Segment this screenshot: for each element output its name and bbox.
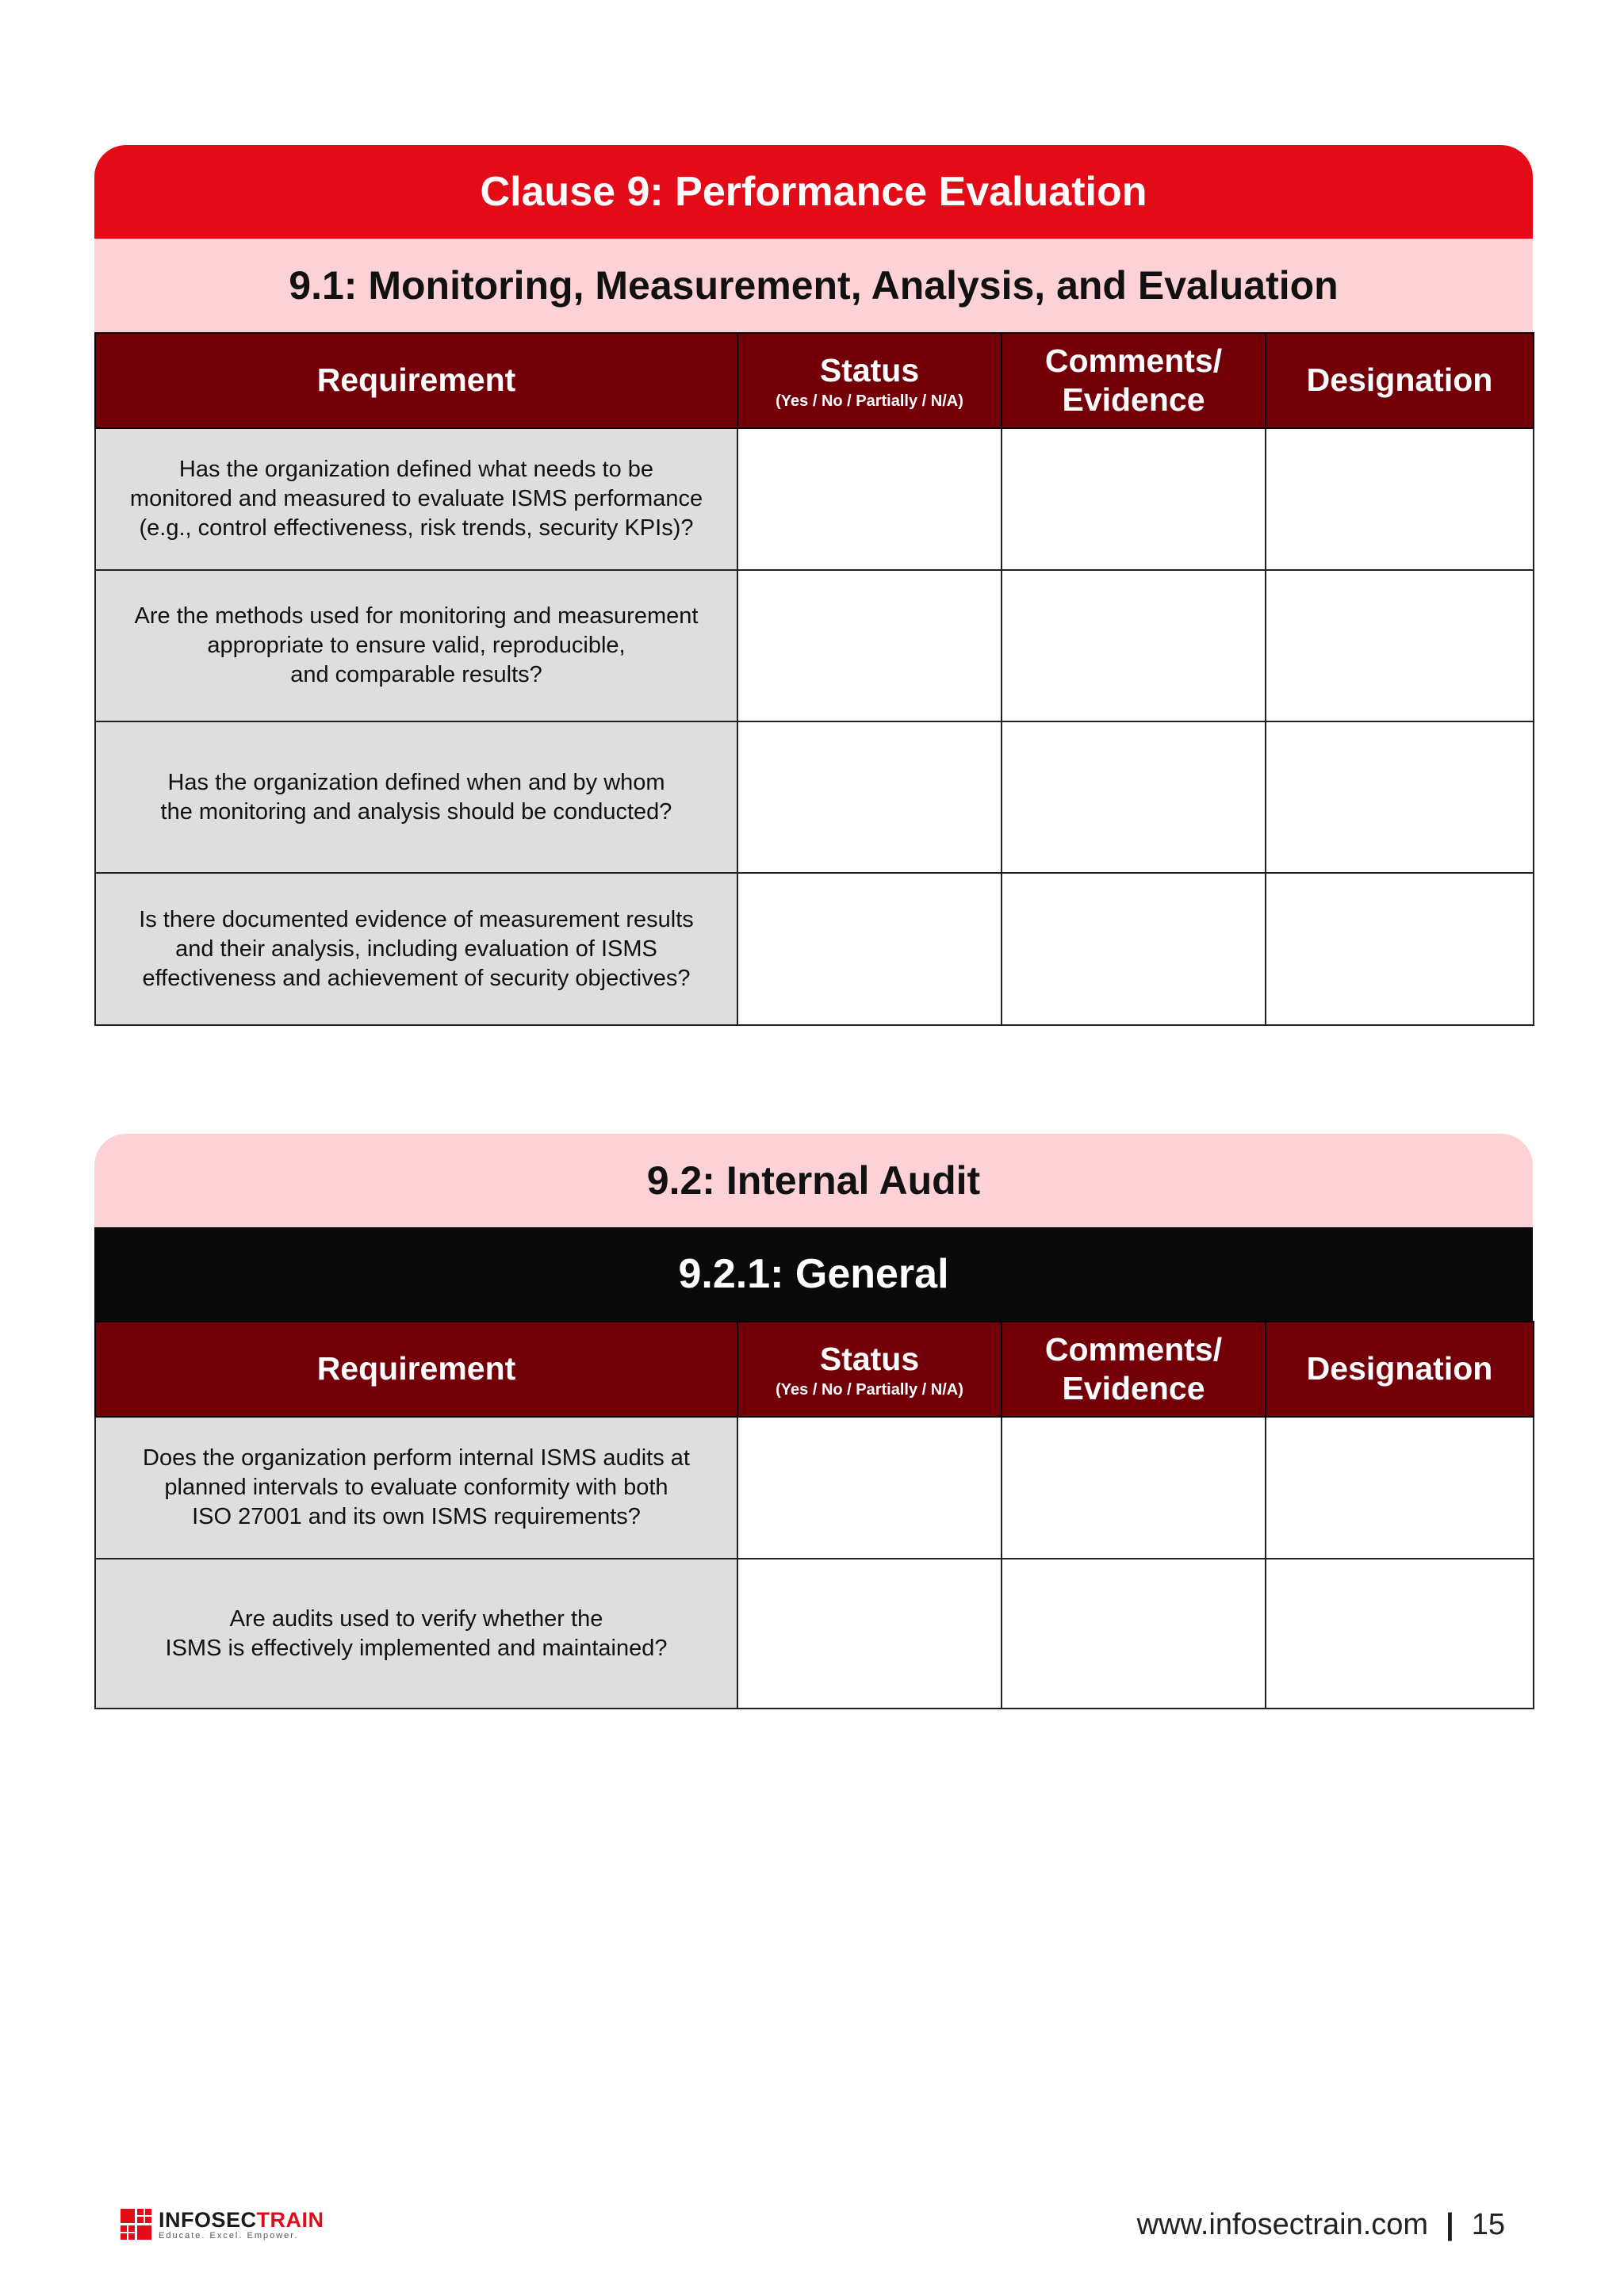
- comments-cell[interactable]: [1002, 1559, 1266, 1709]
- logo-name: INFOSECTRAIN: [159, 2207, 324, 2232]
- status-cell[interactable]: [737, 570, 1002, 721]
- status-cell[interactable]: [737, 873, 1002, 1025]
- comments-cell[interactable]: [1002, 1417, 1266, 1559]
- col-status-header: Status (Yes / No / Partially / N/A): [737, 333, 1002, 428]
- col-designation-header: Designation: [1266, 1322, 1534, 1417]
- requirement-cell: Has the organization defined when and by whom the monitoring and analysis should be conducted?: [95, 721, 737, 873]
- table-row: [95, 570, 1534, 721]
- status-options-hint: (Yes / No / Partially / N/A): [776, 392, 963, 410]
- designation-cell[interactable]: [1266, 570, 1534, 721]
- col-requirement-header: Requirement: [95, 333, 737, 428]
- designation-cell[interactable]: [1266, 1559, 1534, 1709]
- requirement-cell: Are audits used to verify whether the ISMS is effectively implemented and maintained?: [95, 1559, 737, 1709]
- page-footer: [1137, 2206, 1505, 2243]
- comments-cell[interactable]: [1002, 873, 1266, 1025]
- website-link[interactable]: www.infosectrain.com: [1136, 2207, 1429, 2241]
- logo-tagline: Educate. Excel. Empower.: [159, 2230, 299, 2241]
- requirements-table-9-1: [94, 332, 1534, 1026]
- designation-cell[interactable]: [1266, 721, 1534, 873]
- page-number: 15: [1471, 2207, 1505, 2241]
- status-cell[interactable]: [737, 721, 1002, 873]
- comments-cell[interactable]: [1002, 721, 1266, 873]
- section-9-1: [94, 145, 1533, 1026]
- col-status-header: Status (Yes / No / Partially / N/A): [737, 1322, 1002, 1417]
- table-row: [95, 721, 1534, 873]
- section-9-2: [94, 1134, 1533, 1709]
- designation-cell[interactable]: [1266, 428, 1534, 570]
- section-9-2-1-title: 9.2.1: General: [94, 1227, 1533, 1321]
- infosectrain-logo: [121, 2206, 324, 2243]
- table-row: [95, 1417, 1534, 1559]
- requirement-cell: Does the organization perform internal ISMS audits at planned intervals to evaluate conformity with both ISO 27001 and its own ISMS requirements?: [95, 1417, 737, 1559]
- status-cell[interactable]: [737, 1559, 1002, 1709]
- status-cell[interactable]: [737, 428, 1002, 570]
- table-row: [95, 1559, 1534, 1709]
- col-comments-header: Comments/ Evidence: [1002, 333, 1266, 428]
- logo-mark-icon: [121, 2209, 152, 2241]
- footer-separator: |: [1446, 2207, 1454, 2241]
- table-row: [95, 873, 1534, 1025]
- requirements-table-9-2: [94, 1321, 1534, 1709]
- col-designation-header: Designation: [1266, 333, 1534, 428]
- designation-cell[interactable]: [1266, 873, 1534, 1025]
- requirement-cell: Is there documented evidence of measurement results and their analysis, including evaluation of ISMS effectiveness and achievement of security objectives?: [95, 873, 737, 1025]
- requirement-cell: Has the organization defined what needs to be monitored and measured to evaluate ISMS performance (e.g., control effectiveness, risk trends, security KPIs)?: [95, 428, 737, 570]
- designation-cell[interactable]: [1266, 1417, 1534, 1559]
- comments-cell[interactable]: [1002, 570, 1266, 721]
- clause-title: Clause 9: Performance Evaluation: [94, 145, 1533, 239]
- col-comments-header: Comments/ Evidence: [1002, 1322, 1266, 1417]
- table-row: [95, 428, 1534, 570]
- comments-cell[interactable]: [1002, 428, 1266, 570]
- col-requirement-header: Requirement: [95, 1322, 737, 1417]
- requirement-cell: Are the methods used for monitoring and measurement appropriate to ensure valid, reproducible, and comparable results?: [95, 570, 737, 721]
- section-9-1-title: 9.1: Monitoring, Measurement, Analysis, and Evaluation: [94, 239, 1533, 332]
- section-9-2-title: 9.2: Internal Audit: [94, 1134, 1533, 1227]
- status-options-hint: (Yes / No / Partially / N/A): [776, 1380, 963, 1399]
- status-cell[interactable]: [737, 1417, 1002, 1559]
